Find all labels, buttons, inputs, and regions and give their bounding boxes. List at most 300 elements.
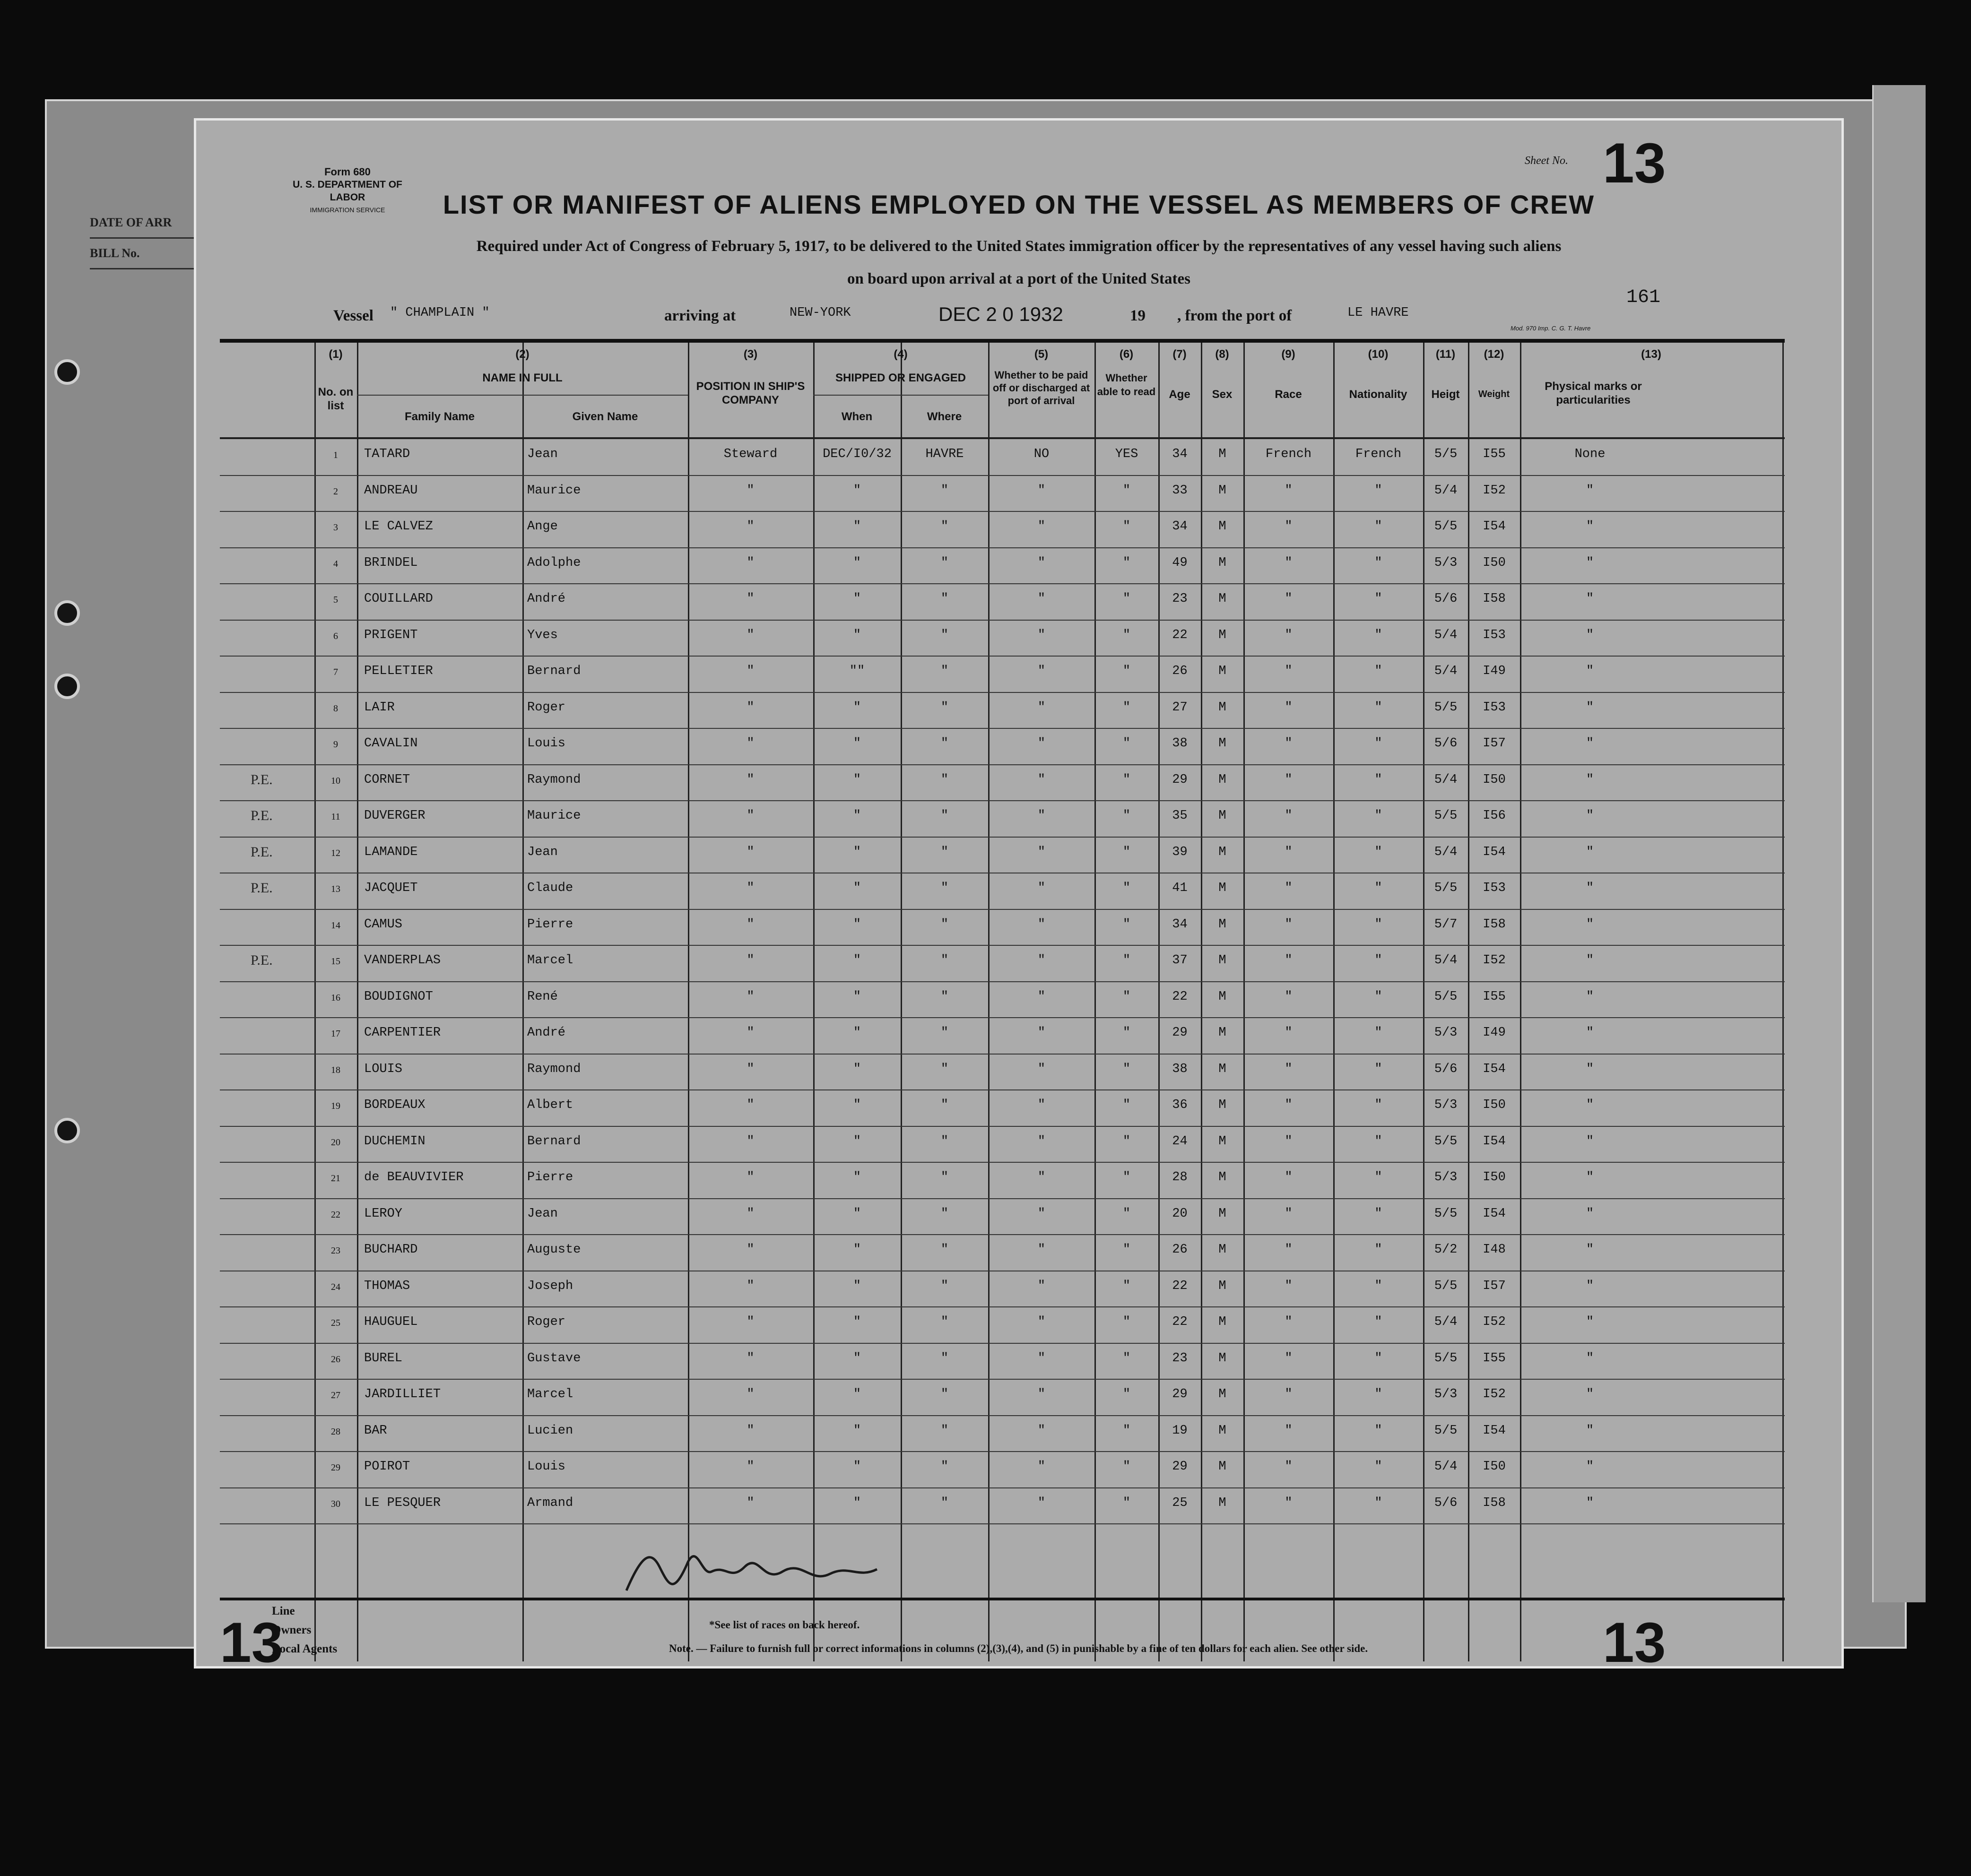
- row-margin-mark: P.E.: [251, 844, 273, 860]
- paid-off-cell: ": [1037, 953, 1046, 968]
- from-port-label: , from the port of: [1177, 307, 1292, 324]
- family-name-cell: PELLETIER: [364, 664, 433, 678]
- physical-marks-cell: ": [1586, 1243, 1594, 1257]
- big-sheet-number-left: 13: [220, 1611, 283, 1674]
- races-note: *See list of races on back hereof.: [709, 1619, 860, 1631]
- given-name-cell: Albert: [527, 1098, 573, 1112]
- height-cell: 5/5: [1434, 1279, 1458, 1293]
- height-cell: 5/4: [1434, 772, 1458, 787]
- able-to-read-cell: ": [1122, 953, 1131, 968]
- shipped-when-cell: ": [853, 1062, 861, 1076]
- race-cell: ": [1285, 989, 1293, 1004]
- row-number: 18: [331, 1064, 340, 1075]
- row-rule: [220, 1089, 1785, 1090]
- subtitle-line-2: on board upon arrival at a port of the United States: [847, 270, 1191, 287]
- col4-where-label: Where: [927, 410, 962, 423]
- weight-cell: I50: [1483, 1098, 1506, 1112]
- shipped-where-cell: ": [940, 1098, 949, 1112]
- given-name-cell: René: [527, 989, 558, 1004]
- able-to-read-cell: ": [1122, 1423, 1131, 1438]
- row-rule: [220, 1415, 1785, 1416]
- nationality-cell: ": [1374, 1026, 1382, 1040]
- race-cell: ": [1285, 1206, 1293, 1221]
- nationality-cell: ": [1374, 809, 1382, 823]
- shipped-when-cell: DEC/I0/32: [823, 447, 892, 461]
- position-cell: ": [747, 1387, 755, 1401]
- physical-marks-cell: ": [1586, 1026, 1594, 1040]
- height-cell: 5/5: [1434, 1134, 1458, 1149]
- shipped-where-cell: ": [940, 845, 949, 859]
- physical-marks-cell: ": [1586, 1134, 1594, 1149]
- able-to-read-cell: ": [1122, 772, 1131, 787]
- physical-marks-cell: ": [1586, 917, 1594, 932]
- col2-given-label: Given Name: [572, 410, 638, 423]
- race-cell: ": [1285, 1460, 1293, 1474]
- shipped-where-cell: ": [940, 809, 949, 823]
- row-rule: [220, 1379, 1785, 1380]
- row-rule: [220, 1343, 1785, 1344]
- weight-cell: I54: [1483, 1423, 1506, 1438]
- age-cell: 29: [1172, 1387, 1188, 1401]
- height-cell: 5/2: [1434, 1243, 1458, 1257]
- row-rule: [220, 728, 1785, 729]
- owners-label: Owners: [272, 1624, 312, 1636]
- family-name-cell: BUCHARD: [364, 1243, 418, 1257]
- row-rule: [220, 800, 1785, 801]
- given-name-cell: Marcel: [527, 953, 573, 968]
- shipped-where-cell: ": [940, 881, 949, 895]
- height-cell: 5/5: [1434, 447, 1458, 461]
- age-cell: 33: [1172, 483, 1188, 498]
- shipped-where-cell: ": [940, 483, 949, 498]
- col2-family-label: Family Name: [404, 410, 475, 423]
- col6-number: (6): [1119, 348, 1134, 361]
- col12-label: Weight: [1478, 389, 1510, 399]
- able-to-read-cell: ": [1122, 700, 1131, 715]
- paid-off-cell: ": [1037, 628, 1046, 642]
- paid-off-cell: ": [1037, 989, 1046, 1004]
- shipped-where-cell: ": [940, 555, 949, 570]
- row-number: 4: [333, 558, 338, 569]
- family-name-cell: BOUDIGNOT: [364, 989, 433, 1004]
- paid-off-cell: ": [1037, 917, 1046, 932]
- nationality-cell: ": [1374, 555, 1382, 570]
- physical-marks-cell: ": [1586, 664, 1594, 678]
- nationality-cell: ": [1374, 736, 1382, 751]
- race-cell: ": [1285, 1062, 1293, 1076]
- height-cell: 5/4: [1434, 1460, 1458, 1474]
- age-cell: 22: [1172, 989, 1188, 1004]
- age-cell: 26: [1172, 664, 1188, 678]
- shipped-when-cell: ": [853, 1387, 861, 1401]
- weight-cell: I53: [1483, 628, 1506, 642]
- shipped-where-cell: ": [940, 772, 949, 787]
- col12-number: (12): [1484, 348, 1504, 361]
- position-cell: ": [747, 845, 755, 859]
- age-cell: 38: [1172, 1062, 1188, 1076]
- shipped-when-cell: ": [853, 1026, 861, 1040]
- paid-off-cell: ": [1037, 1351, 1046, 1366]
- position-cell: ": [747, 1170, 755, 1184]
- weight-cell: I58: [1483, 917, 1506, 932]
- given-name-cell: Maurice: [527, 483, 581, 498]
- position-cell: ": [747, 519, 755, 534]
- able-to-read-cell: ": [1122, 1496, 1131, 1510]
- header-bottom-rule: [220, 437, 1785, 439]
- row-rule: [220, 620, 1785, 621]
- weight-cell: I54: [1483, 1134, 1506, 1149]
- family-name-cell: DUCHEMIN: [364, 1134, 425, 1149]
- weight-cell: I49: [1483, 1026, 1506, 1040]
- sex-cell: M: [1218, 881, 1226, 895]
- able-to-read-cell: ": [1122, 917, 1131, 932]
- arrival-date-stamp: DEC 2 0 1932: [938, 303, 1063, 325]
- family-name-cell: PRIGENT: [364, 628, 418, 642]
- given-name-cell: Claude: [527, 881, 573, 895]
- able-to-read-cell: ": [1122, 1098, 1131, 1112]
- sex-cell: M: [1218, 1423, 1226, 1438]
- race-cell: ": [1285, 845, 1293, 859]
- sheet-number: 13: [1603, 131, 1666, 195]
- shipped-when-cell: ": [853, 1206, 861, 1221]
- department-name: U. S. DEPARTMENT OF LABOR: [293, 179, 402, 203]
- age-cell: 19: [1172, 1423, 1188, 1438]
- family-name-cell: COUILLARD: [364, 592, 433, 606]
- arriving-port: NEW-YORK: [790, 306, 851, 320]
- position-cell: ": [747, 917, 755, 932]
- column-divider: [688, 343, 689, 1661]
- weight-cell: I52: [1483, 1387, 1506, 1401]
- age-cell: 22: [1172, 628, 1188, 642]
- nationality-cell: ": [1374, 628, 1382, 642]
- row-rule: [220, 1451, 1785, 1452]
- manifest-sheet: [194, 118, 1844, 1674]
- shipped-when-cell: ": [853, 1279, 861, 1293]
- vessel-name: " CHAMPLAIN ": [390, 306, 490, 320]
- row-rule: [220, 945, 1785, 946]
- height-cell: 5/3: [1434, 555, 1458, 570]
- age-cell: 23: [1172, 592, 1188, 606]
- weight-cell: I52: [1483, 483, 1506, 498]
- shipped-where-cell: ": [940, 664, 949, 678]
- weight-cell: I57: [1483, 736, 1506, 751]
- weight-cell: I58: [1483, 592, 1506, 606]
- able-to-read-cell: ": [1122, 1351, 1131, 1366]
- paid-off-cell: ": [1037, 881, 1046, 895]
- physical-marks-cell: ": [1586, 1351, 1594, 1366]
- race-cell: ": [1285, 483, 1293, 498]
- sex-cell: M: [1218, 519, 1226, 534]
- weight-cell: I49: [1483, 664, 1506, 678]
- weight-cell: I48: [1483, 1243, 1506, 1257]
- col10-label: Nationality: [1349, 388, 1407, 401]
- nationality-cell: ": [1374, 1423, 1382, 1438]
- nationality-cell: ": [1374, 917, 1382, 932]
- weight-cell: I54: [1483, 1062, 1506, 1076]
- row-number: 20: [331, 1137, 340, 1148]
- nationality-cell: ": [1374, 1098, 1382, 1112]
- age-cell: 26: [1172, 1243, 1188, 1257]
- position-cell: Steward: [723, 447, 778, 461]
- row-number: 22: [331, 1209, 340, 1220]
- shipped-where-cell: ": [940, 953, 949, 968]
- position-cell: ": [747, 736, 755, 751]
- nationality-cell: ": [1374, 1279, 1382, 1293]
- shipped-where-cell: ": [940, 700, 949, 715]
- able-to-read-cell: ": [1122, 1062, 1131, 1076]
- age-cell: 41: [1172, 881, 1188, 895]
- position-cell: ": [747, 989, 755, 1004]
- race-cell: ": [1285, 664, 1293, 678]
- sex-cell: M: [1218, 1134, 1226, 1149]
- big-sheet-number-right: 13: [1603, 1611, 1666, 1674]
- col3-number: (3): [743, 348, 758, 361]
- age-cell: 22: [1172, 1279, 1188, 1293]
- position-cell: ": [747, 1279, 755, 1293]
- family-name-cell: BRINDEL: [364, 555, 418, 570]
- row-rule: [220, 1198, 1785, 1199]
- col4-number: (4): [894, 348, 908, 361]
- height-cell: 5/4: [1434, 664, 1458, 678]
- family-name-cell: ANDREAU: [364, 483, 418, 498]
- col10-number: (10): [1368, 348, 1389, 361]
- paid-off-cell: ": [1037, 664, 1046, 678]
- sex-cell: M: [1218, 447, 1226, 461]
- row-rule: [220, 547, 1785, 548]
- family-name-cell: LOUIS: [364, 1062, 403, 1076]
- sex-cell: M: [1218, 989, 1226, 1004]
- sex-cell: M: [1218, 1460, 1226, 1474]
- race-cell: ": [1285, 736, 1293, 751]
- age-cell: 37: [1172, 953, 1188, 968]
- row-rule: [220, 656, 1785, 657]
- row-rule: [220, 583, 1785, 584]
- paid-off-cell: ": [1037, 736, 1046, 751]
- physical-marks-cell: ": [1586, 1062, 1594, 1076]
- height-cell: 5/5: [1434, 881, 1458, 895]
- able-to-read-cell: ": [1122, 1026, 1131, 1040]
- paid-off-cell: ": [1037, 1279, 1046, 1293]
- form-number: Form 680: [324, 166, 371, 178]
- col1-label: No. on list: [318, 386, 354, 412]
- race-cell: ": [1285, 1496, 1293, 1510]
- shipped-when-cell: ": [853, 628, 861, 642]
- height-cell: 5/5: [1434, 1351, 1458, 1366]
- weight-cell: I56: [1483, 809, 1506, 823]
- fine-note: Note. — Failure to furnish full or correct informations in columns (2),(3),(4), and (5) in punishable by a fine of ten dollars for each alien. See other side.: [669, 1643, 1368, 1654]
- position-cell: ": [747, 1206, 755, 1221]
- row-number: 11: [331, 812, 340, 822]
- height-cell: 5/6: [1434, 736, 1458, 751]
- race-cell: ": [1285, 555, 1293, 570]
- nationality-cell: ": [1374, 989, 1382, 1004]
- shipped-when-cell: ": [853, 736, 861, 751]
- physical-marks-cell: ": [1586, 1315, 1594, 1329]
- family-name-cell: LAMANDE: [364, 845, 418, 859]
- row-number: 17: [331, 1029, 340, 1039]
- row-rule: [220, 1234, 1785, 1235]
- shipped-where-cell: ": [940, 1387, 949, 1401]
- weight-cell: I55: [1483, 989, 1506, 1004]
- shipped-when-cell: ": [853, 1423, 861, 1438]
- paid-off-cell: ": [1037, 1170, 1046, 1184]
- sex-cell: M: [1218, 1351, 1226, 1366]
- printer-note: Mod. 970 Imp. C. G. T. Havre: [1511, 325, 1591, 332]
- row-number: 16: [331, 992, 340, 1003]
- race-cell: ": [1285, 1423, 1293, 1438]
- race-cell: ": [1285, 772, 1293, 787]
- height-cell: 5/5: [1434, 519, 1458, 534]
- physical-marks-cell: ": [1586, 881, 1594, 895]
- family-name-cell: BUREL: [364, 1351, 403, 1366]
- col6-label: Whether able to read: [1097, 372, 1156, 398]
- row-number: 27: [331, 1390, 340, 1401]
- subtitle-line-1: Required under Act of Congress of February 5, 1917, to be delivered to the United States immigration officer by the representatives of any vessel having such aliens: [476, 238, 1562, 255]
- shipped-when-cell: ": [853, 1243, 861, 1257]
- physical-marks-cell: ": [1586, 519, 1594, 534]
- family-name-cell: JARDILLIET: [364, 1387, 441, 1401]
- col4-when-label: When: [841, 410, 873, 423]
- shipped-where-cell: ": [940, 1206, 949, 1221]
- sex-cell: M: [1218, 845, 1226, 859]
- nationality-cell: French: [1355, 447, 1402, 461]
- nationality-cell: ": [1374, 845, 1382, 859]
- row-rule: [220, 837, 1785, 838]
- age-cell: 27: [1172, 700, 1188, 715]
- nationality-cell: ": [1374, 1351, 1382, 1366]
- family-name-cell: THOMAS: [364, 1279, 410, 1293]
- nationality-cell: ": [1374, 1460, 1382, 1474]
- row-number: 28: [331, 1426, 340, 1437]
- height-cell: 5/3: [1434, 1026, 1458, 1040]
- position-cell: ": [747, 664, 755, 678]
- age-cell: 34: [1172, 447, 1188, 461]
- row-number: 6: [333, 631, 338, 641]
- paid-off-cell: ": [1037, 1134, 1046, 1149]
- row-rule: [220, 692, 1785, 693]
- weight-cell: I55: [1483, 447, 1506, 461]
- race-cell: ": [1285, 628, 1293, 642]
- row-number: 8: [333, 703, 338, 714]
- paid-off-cell: ": [1037, 1387, 1046, 1401]
- paid-off-cell: ": [1037, 1243, 1046, 1257]
- physical-marks-cell: ": [1586, 772, 1594, 787]
- left-stub: [90, 208, 203, 269]
- age-cell: 23: [1172, 1351, 1188, 1366]
- physical-marks-cell: ": [1586, 809, 1594, 823]
- sex-cell: M: [1218, 917, 1226, 932]
- shipped-when-cell: ": [853, 1460, 861, 1474]
- signature-icon: [622, 1539, 886, 1600]
- row-rule: [220, 764, 1785, 765]
- column-divider: [522, 343, 524, 1661]
- given-name-cell: Jean: [527, 447, 558, 461]
- able-to-read-cell: ": [1122, 989, 1131, 1004]
- shipped-where-cell: ": [940, 1243, 949, 1257]
- paid-off-cell: ": [1037, 700, 1046, 715]
- given-name-cell: Jean: [527, 1206, 558, 1221]
- position-cell: ": [747, 628, 755, 642]
- row-rule: [220, 909, 1785, 910]
- age-cell: 34: [1172, 519, 1188, 534]
- able-to-read-cell: ": [1122, 1170, 1131, 1184]
- given-name-cell: Raymond: [527, 1062, 581, 1076]
- local-agents-label: Local Agents: [272, 1643, 338, 1655]
- row-number: 1: [333, 450, 338, 460]
- shipped-when-cell: ": [853, 772, 861, 787]
- age-cell: 35: [1172, 809, 1188, 823]
- able-to-read-cell: ": [1122, 555, 1131, 570]
- race-cell: French: [1265, 447, 1312, 461]
- nationality-cell: ": [1374, 1062, 1382, 1076]
- physical-marks-cell: ": [1586, 736, 1594, 751]
- age-cell: 22: [1172, 1315, 1188, 1329]
- nationality-cell: ": [1374, 1496, 1382, 1510]
- given-name-cell: Louis: [527, 1460, 566, 1474]
- sex-cell: M: [1218, 483, 1226, 498]
- shipped-where-cell: ": [940, 628, 949, 642]
- page-title: LIST OR MANIFEST OF ALIENS EMPLOYED ON THE VESSEL AS MEMBERS OF CREW: [443, 190, 1595, 219]
- position-cell: ": [747, 1243, 755, 1257]
- height-cell: 5/5: [1434, 809, 1458, 823]
- race-cell: ": [1285, 953, 1293, 968]
- position-cell: ": [747, 592, 755, 606]
- given-name-cell: Armand: [527, 1496, 573, 1510]
- shipped-when-cell: ": [853, 809, 861, 823]
- paid-off-cell: ": [1037, 809, 1046, 823]
- weight-cell: I50: [1483, 1460, 1506, 1474]
- row-margin-mark: P.E.: [251, 808, 273, 823]
- crew-table: [220, 343, 1785, 1661]
- row-rule: [220, 1487, 1785, 1488]
- row-number: 5: [333, 595, 338, 605]
- sex-cell: M: [1218, 1315, 1226, 1329]
- age-cell: 29: [1172, 1026, 1188, 1040]
- shipped-when-cell: ": [853, 1351, 861, 1366]
- paid-off-cell: NO: [1033, 447, 1050, 461]
- age-cell: 29: [1172, 1460, 1188, 1474]
- height-cell: 5/3: [1434, 1098, 1458, 1112]
- able-to-read-cell: ": [1122, 592, 1131, 606]
- race-cell: ": [1285, 1098, 1293, 1112]
- family-name-cell: CAVALIN: [364, 736, 418, 751]
- able-to-read-cell: ": [1122, 628, 1131, 642]
- punch-hole-icon: [54, 1118, 80, 1143]
- physical-marks-cell: ": [1586, 483, 1594, 498]
- shipped-where-cell: ": [940, 1423, 949, 1438]
- weight-cell: I52: [1483, 953, 1506, 968]
- row-rule: [220, 1523, 1785, 1524]
- nationality-cell: ": [1374, 1387, 1382, 1401]
- physical-marks-cell: ": [1586, 845, 1594, 859]
- row-number: 24: [331, 1281, 340, 1292]
- corner-number: 161: [1626, 287, 1661, 308]
- col7-label: Age: [1169, 388, 1190, 401]
- paid-off-cell: ": [1037, 592, 1046, 606]
- race-cell: ": [1285, 519, 1293, 534]
- height-cell: 5/5: [1434, 700, 1458, 715]
- row-number: 19: [331, 1101, 340, 1111]
- age-cell: 49: [1172, 555, 1188, 570]
- position-cell: ": [747, 700, 755, 715]
- family-name-cell: de BEAUVIVIER: [364, 1170, 464, 1184]
- row-number: 9: [333, 739, 338, 750]
- race-cell: ": [1285, 700, 1293, 715]
- sex-cell: M: [1218, 664, 1226, 678]
- paid-off-cell: ": [1037, 1062, 1046, 1076]
- paid-off-cell: ": [1037, 483, 1046, 498]
- sheet-label: Sheet No.: [1525, 155, 1568, 167]
